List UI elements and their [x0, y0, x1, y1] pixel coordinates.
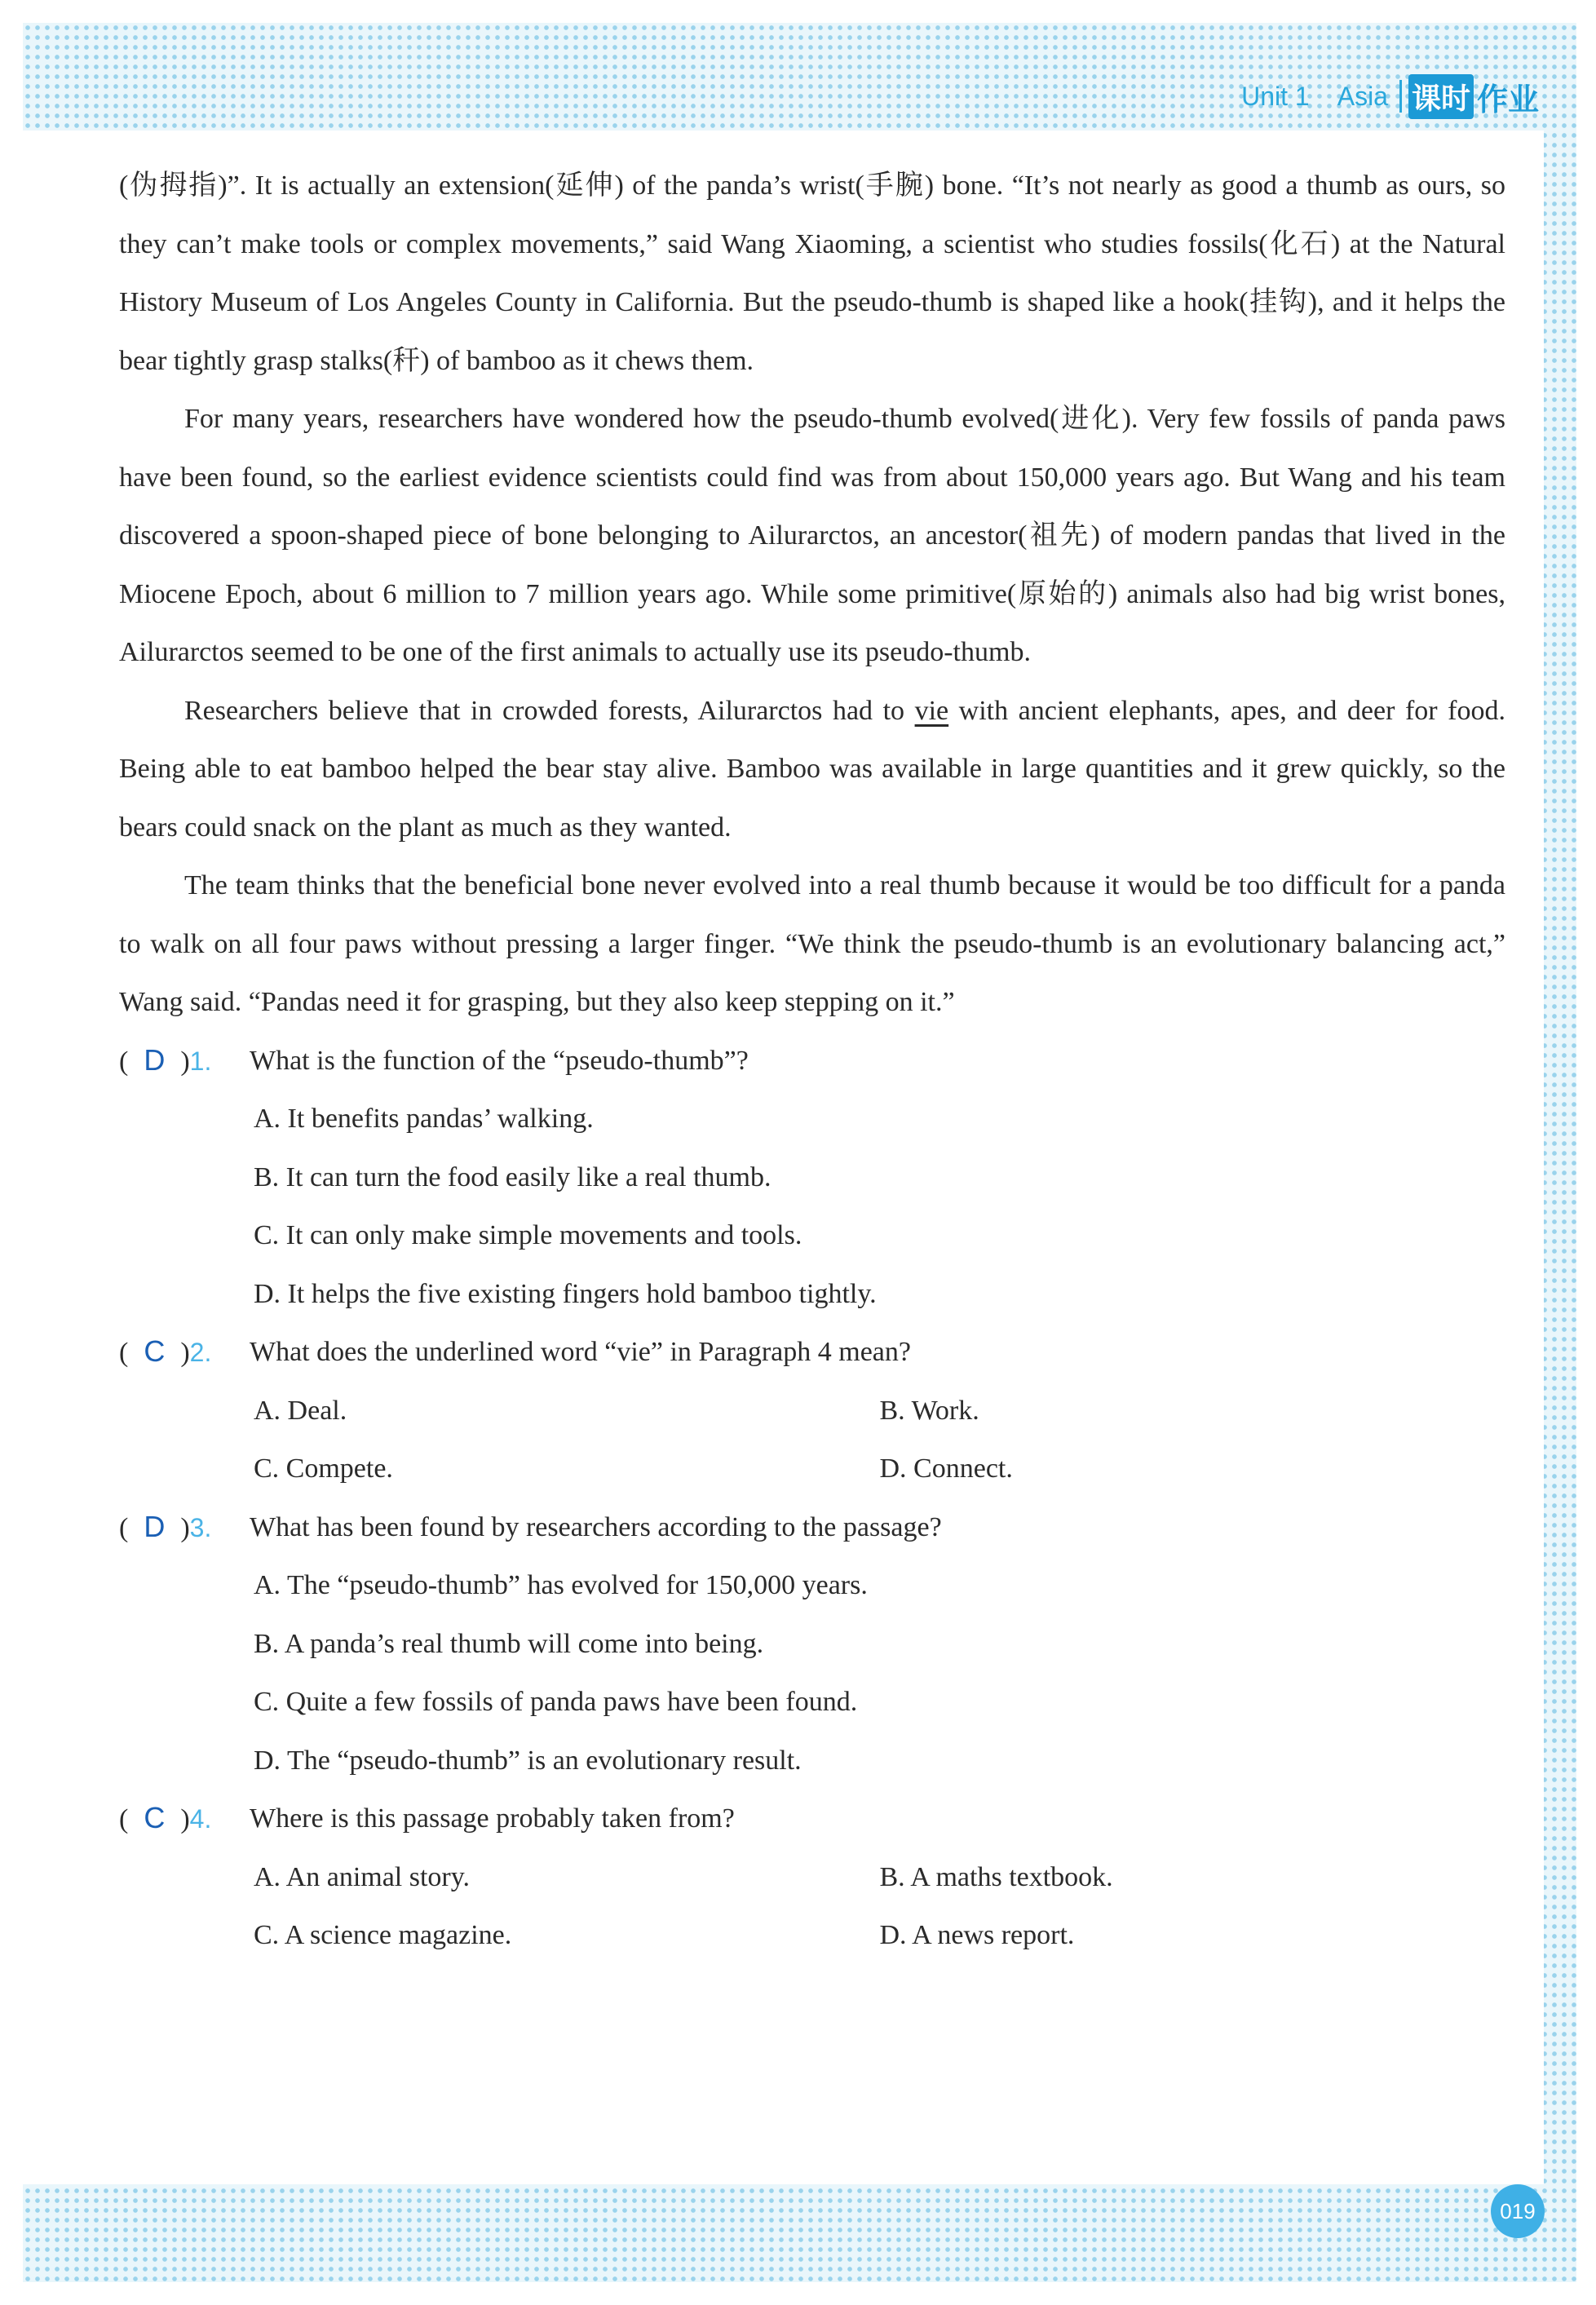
question-3: [119, 1498, 1505, 1557]
question-2-text: What does the underlined word “vie” in Paragraph 4 mean?: [250, 1337, 911, 1367]
header-topic: Asia: [1337, 81, 1388, 111]
option-c: C. A science magazine.: [254, 1920, 512, 1950]
header-divider: [1399, 80, 1402, 113]
answer-3: D: [144, 1509, 166, 1543]
question-1-options: [254, 1090, 1505, 1323]
options-row: [254, 1382, 1505, 1440]
option-c: C. It can only make simple movements and tools.: [254, 1220, 802, 1250]
option-c: C. Compete.: [254, 1453, 393, 1484]
answer-bracket: ( C )4.: [119, 1789, 250, 1849]
option-b: B. A panda’s real thumb will come into being.: [254, 1628, 764, 1659]
page-header: [1241, 73, 1539, 119]
option-b: B. A maths textbook.: [879, 1861, 1113, 1892]
option-b: B. It can turn the food easily like a real thumb.: [254, 1161, 771, 1192]
question-number: 2.: [189, 1338, 212, 1367]
options-row: [254, 1440, 1505, 1498]
question-4-text: Where is this passage probably taken from?: [250, 1803, 735, 1834]
answer-1: D: [144, 1042, 166, 1077]
option-d: D. It helps the five existing fingers hold bamboo tightly.: [254, 1278, 877, 1309]
answer-2: C: [144, 1334, 166, 1368]
question-number: 1.: [189, 1046, 212, 1076]
paragraph-3-end: with ancient elephants, apes, and deer for food. Being able to eat bamboo helped the bear stay alive. Bamboo was available in large quantities and it grew quickly, so the bears could snack on the plant as much as they wanted.: [119, 695, 1505, 843]
option-d: D. Connect.: [879, 1453, 1013, 1484]
brand-logo-part2: 作业: [1476, 82, 1539, 117]
paragraph-3-start: Researchers believe that in crowded forests, Ailurarctos had to: [184, 695, 915, 726]
passage-paragraph-4: The team thinks that the beneficial bone never evolved into a real thumb because it would be too difficult for a panda to walk on all four paws without pressing a larger finger. “We think the pseudo-thumb is an evolutionary balancing act,” Wang said. “Pandas need it for grasping, but they also keep stepping on it.”: [119, 870, 1505, 1017]
page-number-badge: 019: [1491, 2184, 1545, 2238]
question-number: 4.: [189, 1804, 212, 1834]
question-1-text: What is the function of the “pseudo-thumb”?: [250, 1045, 749, 1076]
passage-paragraph-2: For many years, researchers have wondered how the pseudo-thumb evolved(进化). Very few fossils of panda paws have been found, so the earliest evidence scientists could find was from about 150,000 years ago. But Wang and his team discovered a spoon-shaped piece of bone belonging to Ailurarctos, an ancestor(祖先) of modern pandas that lived in the Miocene Epoch, about 6 million to 7 million years ago. While some primitive(原始的) animals also had big wrist bones, Ailurarctos seemed to be one of the first animals to actually use its pseudo-thumb.: [119, 404, 1505, 667]
question-number: 3.: [189, 1512, 212, 1542]
answer-bracket: ( D )3.: [119, 1498, 250, 1558]
answer-bracket: ( C )2.: [119, 1322, 250, 1383]
header-unit: Unit 1: [1241, 81, 1310, 111]
option-c: C. Quite a few fossils of panda paws have been found.: [254, 1687, 858, 1717]
underlined-word-vie: vie: [914, 695, 949, 726]
option-a: A. An animal story.: [254, 1861, 471, 1892]
brand-logo-part1: 课时: [1408, 74, 1474, 119]
passage-paragraph-3: [119, 682, 1505, 857]
answer-4: C: [144, 1801, 166, 1834]
options-row: [254, 1848, 1505, 1907]
question-3-options: [254, 1556, 1505, 1790]
answer-bracket: ( D )1.: [119, 1031, 250, 1091]
question-4-options: [254, 1848, 1505, 1965]
question-2-options: [254, 1382, 1505, 1498]
option-d: D. A news report.: [879, 1920, 1075, 1950]
question-1: [119, 1032, 1505, 1091]
option-d: D. The “pseudo-thumb” is an evolutionary result.: [254, 1745, 802, 1776]
option-a: A. Deal.: [254, 1395, 347, 1426]
option-b: B. Work.: [879, 1395, 979, 1426]
options-row: [254, 1906, 1505, 1965]
option-a: A. The “pseudo-thumb” has evolved for 150,000 years.: [254, 1570, 868, 1600]
option-a: A. It benefits pandas’ walking.: [254, 1104, 594, 1134]
question-2: [119, 1323, 1505, 1382]
question-4: [119, 1790, 1505, 1848]
passage-paragraph-1: (伪拇指)”. It is actually an extension(延伸) of the panda’s wrist(手腕) bone. “It’s not nearly as good a thumb as ours, so they can’t make tools or complex movements,” said Wang Xiaoming, a scientist who studies fossils(化石) at the Natural History Museum of Los Angeles County in California. But the pseudo-thumb is shaped like a hook(挂钩), and it helps the bear tightly grasp stalks(秆) of bamboo as it chews them.: [119, 170, 1505, 376]
question-3-text: What has been found by researchers according to the passage?: [250, 1511, 942, 1542]
reading-content: [119, 157, 1505, 1965]
